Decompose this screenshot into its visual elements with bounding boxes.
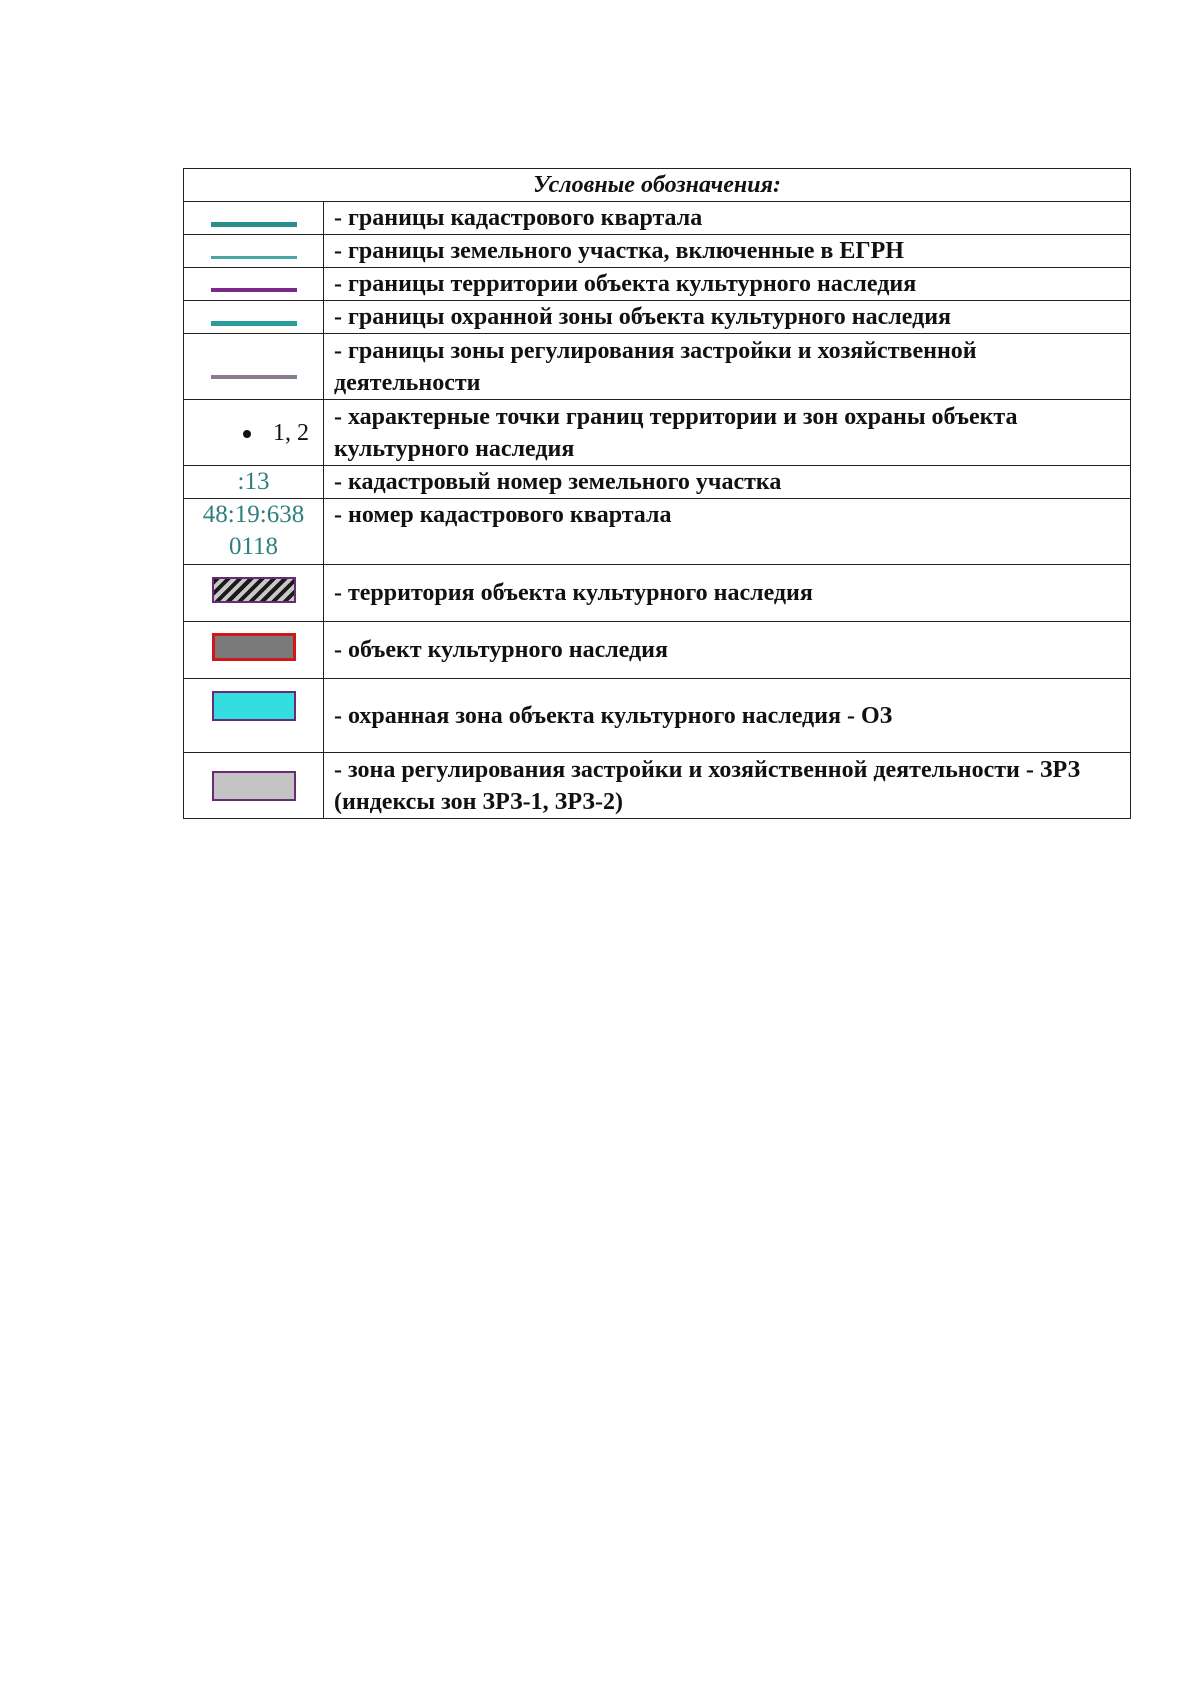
legend-text: - границы земельного участка, включенные в ЕГРН [324, 235, 1131, 268]
legend-text: - охранная зона объекта культурного наследия - ОЗ [324, 679, 1131, 753]
legend-symbol-cell [184, 622, 324, 679]
teal-line-icon [211, 256, 297, 259]
legend-text: - номер кадастрового квартала [324, 499, 1131, 565]
gray-line-icon [211, 375, 297, 379]
legend-symbol-cell [184, 268, 324, 301]
legend-symbol-cell [184, 301, 324, 334]
point-label: 1, 2 [273, 419, 309, 446]
legend-text: - зона регулирования застройки и хозяйственной деятельности - ЗРЗ (индексы зон ЗРЗ-1, ЗРЗ-2) [324, 753, 1131, 819]
legend-title: Условные обозначения: [184, 169, 1131, 202]
legend-symbol-cell [184, 679, 324, 753]
legend-symbol-cell [184, 235, 324, 268]
legend-row [184, 565, 1131, 622]
hatched-box-icon [212, 577, 296, 603]
legend-text: - границы территории объекта культурного наследия [324, 268, 1131, 301]
legend-symbol-cell [184, 202, 324, 235]
legend-text: - территория объекта культурного наследия [324, 565, 1131, 622]
quarter-number-line1: 48:19:638 [202, 501, 305, 528]
legend-table [183, 168, 1131, 819]
legend-row [184, 622, 1131, 679]
legend-text: - границы охранной зоны объекта культурного наследия [324, 301, 1131, 334]
purple-line-icon [211, 288, 297, 292]
teal-line-icon [211, 321, 297, 326]
cadastral-quarter-number-sample [184, 499, 324, 565]
legend-row [184, 466, 1131, 499]
cyan-box-icon [212, 691, 296, 721]
legend-symbol-cell [184, 400, 324, 466]
legend-text: - характерные точки границ территории и зон охраны объекта культурного наследия [324, 400, 1131, 466]
legend-row [184, 301, 1131, 334]
legend-row [184, 753, 1131, 819]
cadastral-parcel-number-sample: :13 [184, 466, 324, 499]
legend-text: - объект культурного наследия [324, 622, 1131, 679]
legend-row [184, 334, 1131, 400]
quarter-number-line2: 0118 [228, 533, 279, 560]
legend-row [184, 400, 1131, 466]
legend-symbol-cell [184, 565, 324, 622]
teal-line-icon [211, 222, 297, 227]
point-icon [243, 430, 251, 438]
legend-text: - границы кадастрового квартала [324, 202, 1131, 235]
legend-symbol-cell [184, 753, 324, 819]
legend-row [184, 499, 1131, 565]
legend-text: - границы зоны регулирования застройки и хозяйственной деятельности [324, 334, 1131, 400]
legend-row [184, 268, 1131, 301]
legend-text: - кадастровый номер земельного участка [324, 466, 1131, 499]
legend-symbol-cell [184, 334, 324, 400]
light-gray-box-icon [212, 771, 296, 801]
legend-row [184, 202, 1131, 235]
legend-row [184, 235, 1131, 268]
legend-row [184, 679, 1131, 753]
legend-title-row [184, 169, 1131, 202]
red-outlined-gray-box-icon [212, 633, 296, 661]
